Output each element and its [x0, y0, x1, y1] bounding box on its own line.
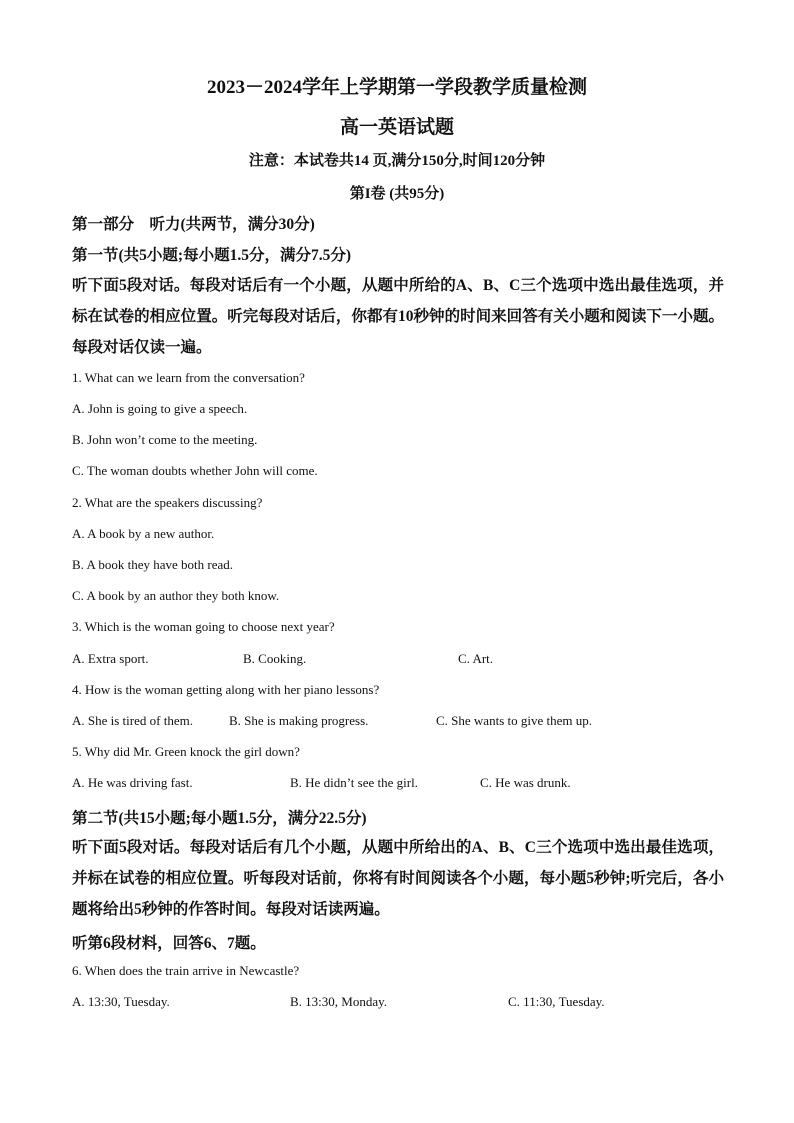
question-stem: 6. When does the train arrive in Newcastle?: [72, 963, 300, 978]
part1-heading: 第一部分 听力(共两节，满分30分): [72, 216, 315, 233]
material-6-heading: 听第6段材料，回答6、7题。: [72, 935, 266, 952]
question-option: B. John won’t come to the meeting.: [72, 432, 258, 447]
section2-heading: 第二节(共15小题;每小题1.5分，满分22.5分): [72, 810, 367, 827]
question-option: C. He was drunk.: [480, 775, 571, 790]
volume-label: 第I卷 (共95分): [349, 186, 445, 202]
question-stem: 3. Which is the woman going to choose next year?: [72, 619, 335, 634]
question-option: C. The woman doubts whether John will come.: [72, 463, 318, 478]
question-stem: 2. What are the speakers discussing?: [72, 495, 263, 510]
question-stem: 4. How is the woman getting along with her piano lessons?: [72, 682, 380, 697]
question-option: B. A book they have both read.: [72, 557, 234, 572]
question-option: A. Extra sport.: [72, 651, 149, 666]
question-option: C. A book by an author they both know.: [72, 588, 280, 603]
exam-title: 2023－2024学年上学期第一学段教学质量检测: [206, 77, 587, 98]
subject-title: 高一英语试题: [339, 117, 454, 138]
exam-notice: 注意：本试卷共14 页,满分150分,时间120分钟: [248, 153, 546, 169]
question-option: A. A book by a new author.: [72, 526, 215, 541]
section1-instructions: 听下面5段对话。每段对话后有一个小题，从题中所给的A、B、C三个选项中选出最佳选项，并标在试卷的相应位置。听完每段对话后，你都有10秒钟的时间来回答有关小题和阅读下一小题。每段对话仅读一遍。: [72, 277, 724, 356]
question-option: C. 11:30, Tuesday.: [508, 994, 605, 1009]
question-option: A. He was driving fast.: [72, 775, 193, 790]
question-option: B. He didn’t see the girl.: [290, 775, 418, 790]
question-option: B. Cooking.: [243, 651, 307, 666]
question-stem: 1. What can we learn from the conversation?: [72, 370, 305, 385]
question-option: A. John is going to give a speech.: [72, 401, 248, 416]
question-option: A. 13:30, Tuesday.: [72, 994, 170, 1009]
question-option: B. She is making progress.: [229, 713, 369, 728]
question-option: C. Art.: [458, 651, 494, 666]
question-option: C. She wants to give them up.: [436, 713, 592, 728]
question-option: A. She is tired of them.: [72, 713, 193, 728]
question-stem: 5. Why did Mr. Green knock the girl down?: [72, 744, 300, 759]
section1-heading: 第一节(共5小题;每小题1.5分，满分7.5分): [72, 247, 351, 264]
section2-instructions: 听下面5段对话。每段对话后有几个小题，从题中所给出的A、B、C三个选项中选出最佳选项，并标在试卷的相应位置。听每段对话前，你将有时间阅读各个小题，每小题5秒钟;听完后，各小题将给出5秒钟的作答时间。每段对话读两遍。: [72, 839, 724, 918]
question-option: B. 13:30, Monday.: [290, 994, 388, 1009]
